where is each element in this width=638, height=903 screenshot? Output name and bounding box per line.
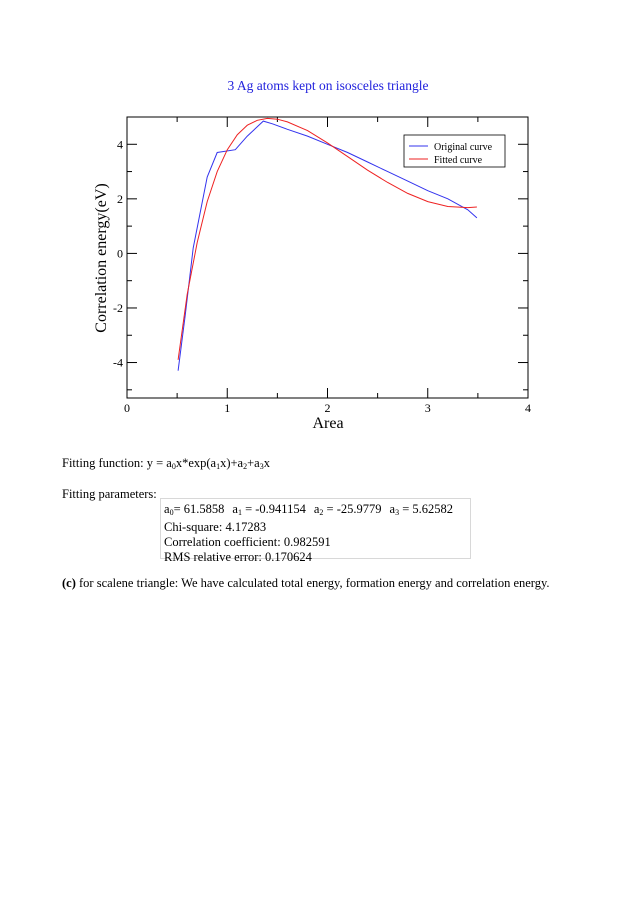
x-tick-label: 0 — [124, 401, 130, 415]
a0-value: 61.5858 — [183, 502, 225, 516]
subscript: 2 — [243, 462, 248, 471]
fitting-function — [62, 456, 270, 471]
rms-relative-error: RMS relative error: 0.170624 — [164, 550, 312, 564]
y-tick-label: 2 — [117, 191, 123, 206]
fitting-function-part: x — [263, 456, 270, 470]
chart-title: 3 Ag atoms kept on isosceles triangle — [227, 78, 429, 93]
scalene-paragraph — [62, 576, 550, 591]
subscript: 0 — [171, 462, 176, 471]
y-axis-label: Correlation energy(eV) — [93, 183, 110, 333]
x-tick-label: 1 — [224, 401, 231, 415]
subscript: 3 — [259, 462, 264, 471]
x-tick-label: 2 — [324, 401, 331, 415]
fitting-parameters-box — [160, 498, 471, 564]
subscript: 1 — [216, 462, 221, 471]
fitting-function-label: Fitting function: y = a — [62, 456, 172, 470]
a1-value: -0.941154 — [255, 502, 306, 516]
scalene-tag: (c) — [62, 576, 76, 590]
correlation-energy-chart — [0, 0, 638, 450]
legend-label-original: Original curve — [434, 142, 493, 153]
y-tick-label: 0 — [117, 246, 123, 261]
axis-tick-labels — [113, 137, 531, 415]
y-tick-label: -4 — [113, 355, 123, 370]
correlation-coefficient: Correlation coefficient: 0.982591 — [164, 535, 331, 549]
scalene-text: for scalene triangle: We have calculated total energy, formation energy and correlation energy. — [75, 576, 550, 590]
a3-value: 5.62582 — [412, 502, 453, 516]
chi-square: Chi-square: 4.17283 — [164, 520, 267, 534]
fitting-function-part: x)+a — [220, 456, 244, 470]
fitting-parameters-label: Fitting parameters: — [62, 487, 157, 501]
coefficients-row: $a_0= 61.5858$ $a_1 = -0.941154$ $a_2 = -25.9779$ $a_3 = 5.62582$ — [164, 502, 453, 517]
y-tick-label: -2 — [113, 300, 123, 315]
fitting-function-part: +a — [247, 456, 260, 470]
a2-value: -25.9779 — [336, 502, 382, 516]
x-tick-label: 4 — [525, 401, 531, 415]
legend-label-fitted: Fitted curve — [434, 155, 483, 166]
fitting-function-part: x*exp(a — [175, 456, 217, 470]
x-axis-label: Area — [312, 415, 344, 432]
x-tick-label: 3 — [424, 401, 431, 415]
y-tick-label: 4 — [117, 137, 123, 152]
legend — [404, 135, 505, 167]
